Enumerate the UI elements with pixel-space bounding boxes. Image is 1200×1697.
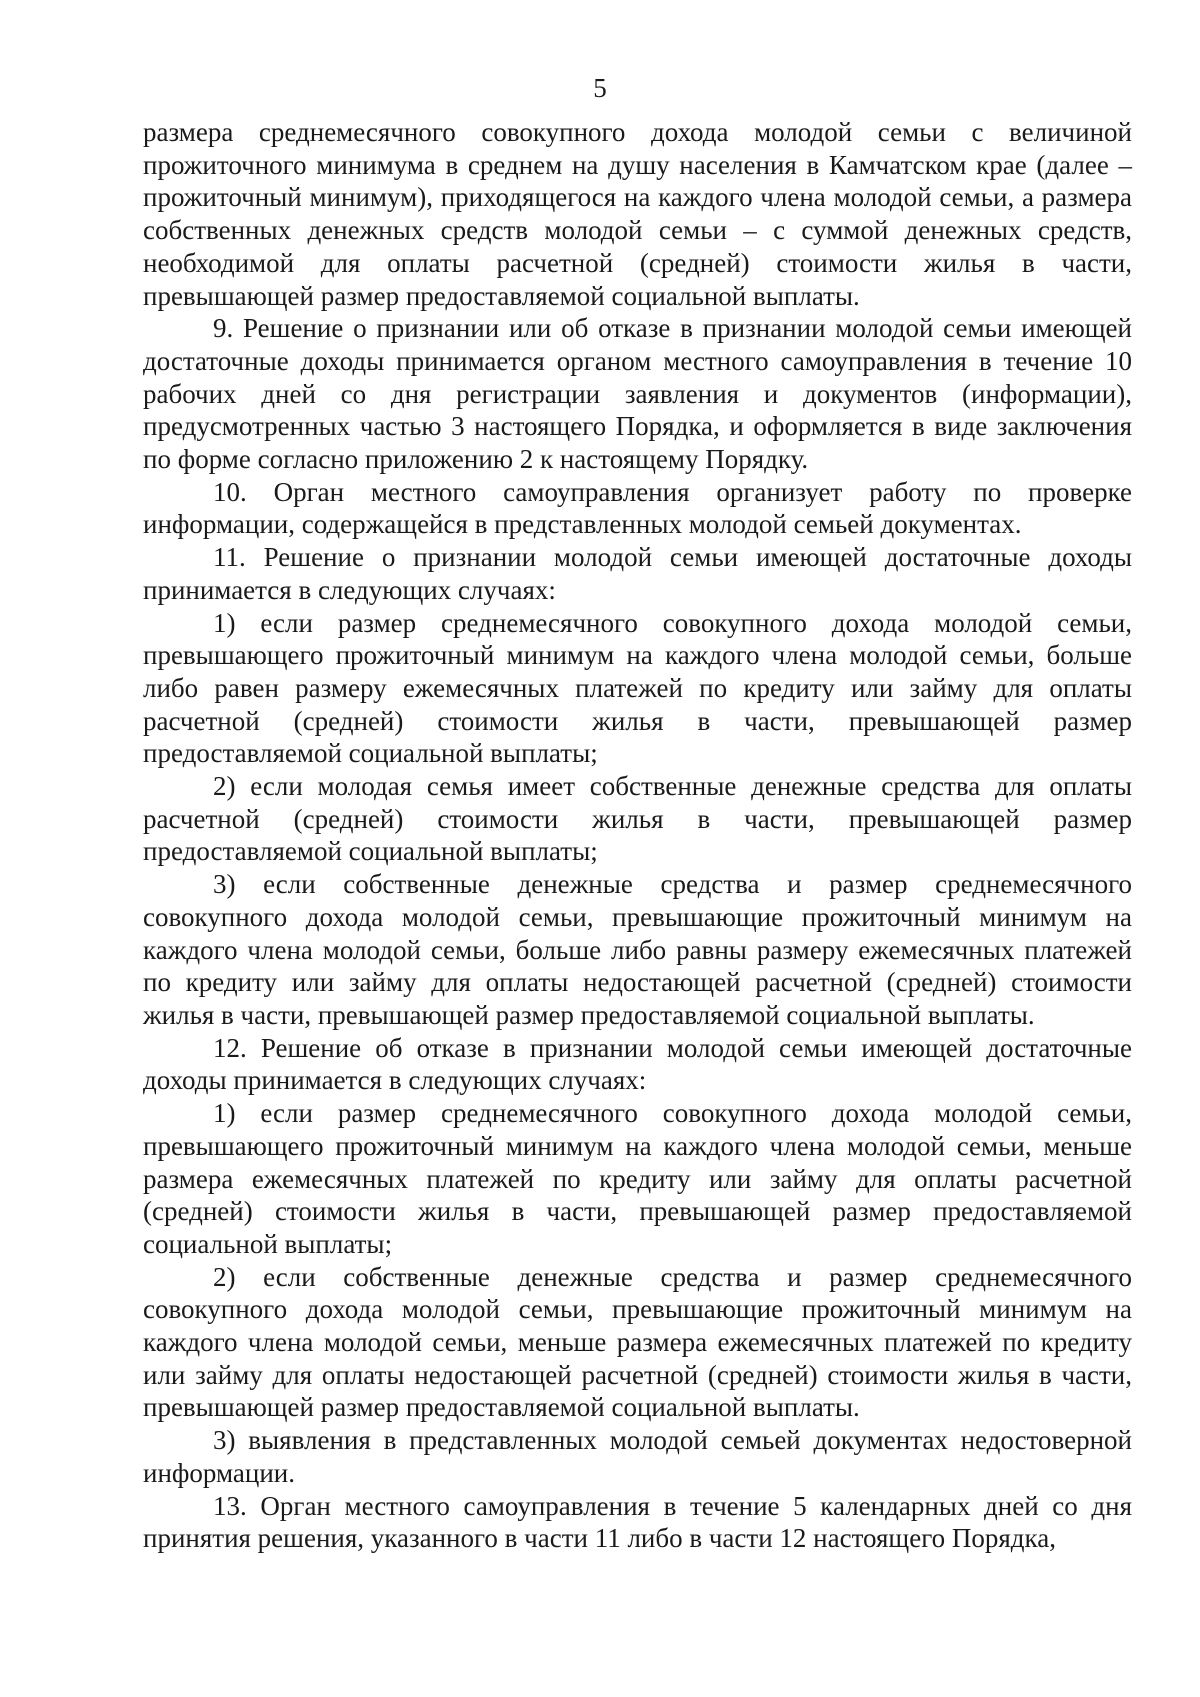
paragraph-11-item-1: 1) если размер среднемесячного совокупного дохода молодой семьи, превышающего прожиточный минимум на каждого члена молодой семьи, больше либо равен размеру ежемесячных платежей по кредиту или займу для оплаты расчетной (средней) стоимости жилья в части, превышающей размер предоставляемой социальной выплаты; bbox=[143, 607, 1132, 769]
paragraph-continuation: размера среднемесячного совокупного дохода молодой семьи с величиной прожиточного минимума в среднем на душу населения в Камчатском крае (далее – прожиточный минимум), приходящегося на каждого члена молодой семьи, а размера собственных денежных средств молодой семьи – с суммой денежных средств, необходимой для оплаты расчетной (средней) стоимости жилья в части, превышающей размер предоставляемой социальной выплаты. bbox=[143, 117, 1132, 311]
paragraph-12: 12. Решение об отказе в признании молодой семьи имеющей достаточные доходы принимается в следующих случаях: bbox=[143, 1032, 1132, 1096]
page-number: 5 bbox=[593, 73, 607, 103]
paragraph-12-item-2: 2) если собственные денежные средства и размер среднемесячного совокупного дохода молодой семьи, превышающие прожиточный минимум на каждого члена молодой семьи, меньше размера ежемесячных платежей по кредиту или займу для оплаты недостающей расчетной (средней) стоимости жилья в части, превышающей размер предоставляемой социальной выплаты. bbox=[143, 1261, 1132, 1423]
paragraph-10: 10. Орган местного самоуправления организует работу по проверке информации, содержащейся в представленных молодой семьей документах. bbox=[143, 476, 1132, 540]
paragraph-11-item-2: 2) если молодая семья имеет собственные денежные средства для оплаты расчетной (средней) стоимости жилья в части, превышающей размер предоставляемой социальной выплаты; bbox=[143, 771, 1132, 867]
document-body bbox=[143, 116, 1132, 1555]
paragraph-13: 13. Орган местного самоуправления в течение 5 календарных дней со дня принятия решения, указанного в части 11 либо в части 12 настоящего Порядка, bbox=[143, 1490, 1132, 1554]
paragraph-12-item-3: 3) выявления в представленных молодой семьей документах недостоверной информации. bbox=[143, 1425, 1132, 1488]
paragraph-9: 9. Решение о признании или об отказе в признании молодой семьи имеющей достаточные доходы принимается органом местного самоуправления в течение 10 рабочих дней со дня регистрации заявления и документов (информации), предусмотренных частью 3 настоящего Порядка, и оформляется в виде заключения по форме согласно приложению 2 к настоящему Порядку. bbox=[143, 313, 1132, 475]
paragraph-12-item-1: 1) если размер среднемесячного совокупного дохода молодой семьи, превышающего прожиточный минимум на каждого члена молодой семьи, меньше размера ежемесячных платежей по кредиту или займу для оплаты расчетной (средней) стоимости жилья в части, превышающей размер предоставляемой социальной выплаты; bbox=[143, 1098, 1132, 1259]
paragraph-11-item-3: 3) если собственные денежные средства и размер среднемесячного совокупного дохода молодой семьи, превышающие прожиточный минимум на каждого члена молодой семьи, больше либо равны размеру ежемесячных платежей по кредиту или займу для оплаты недостающей расчетной (средней) стоимости жилья в части, превышающей размер предоставляемой социальной выплаты. bbox=[143, 869, 1132, 1030]
paragraph-11: 11. Решение о признании молодой семьи имеющей достаточные доходы принимается в следующих случаях: bbox=[143, 542, 1132, 605]
